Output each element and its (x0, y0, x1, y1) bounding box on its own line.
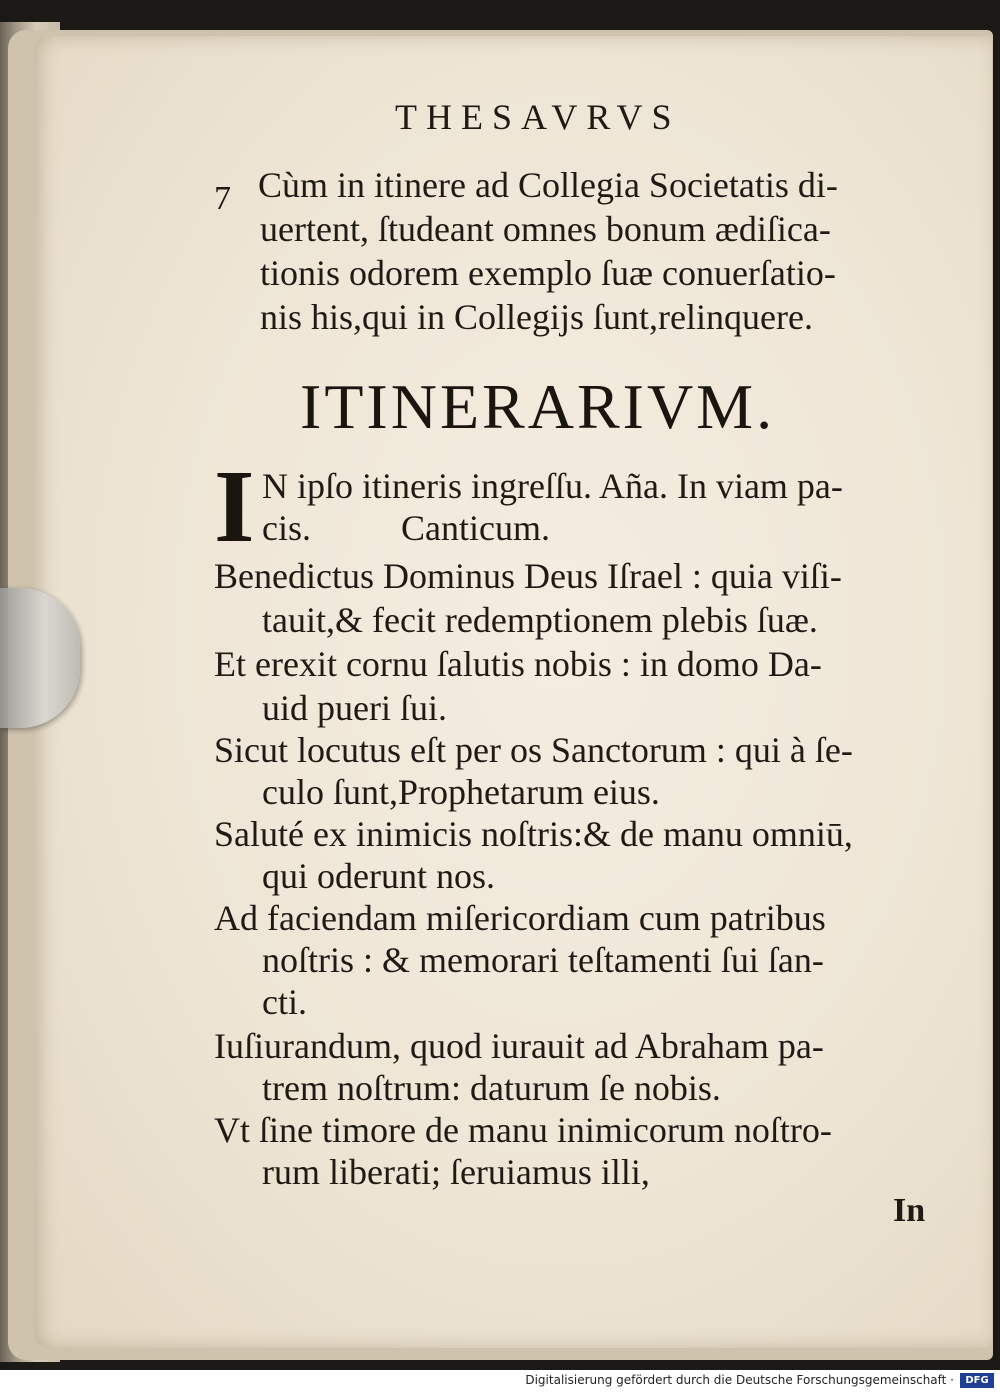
text-line: culo ſunt,Prophetarum eius. (262, 772, 660, 812)
section-number: 7 (214, 180, 231, 217)
text-line: uertent, ſtudeant omnes bonum ædiſica- (260, 209, 831, 249)
text-line: trem noſtrum: daturum ſe nobis. (262, 1068, 721, 1108)
text-line: Saluté ex inimicis noſtris:& de manu omniū, (214, 814, 853, 854)
section-heading: ITINERARIVM. (300, 371, 776, 442)
text-line: Cùm in itinere ad Collegia Societatis di- (258, 165, 838, 205)
text-line: nis his,qui in Collegijs ſunt,relinquere. (260, 297, 813, 337)
text-line: tauit,& fecit redemptionem plebis ſuæ. (262, 600, 818, 640)
dfg-logo: DFG (960, 1373, 994, 1388)
funding-credit: Digitalisierung gefördert durch die Deutsche Forschungsgemeinschaft · (525, 1373, 954, 1387)
text-line: qui oderunt nos. (262, 856, 495, 896)
text-line: Vt ſine timore de manu inimicorum noſtro- (214, 1110, 832, 1150)
text-line: Iuſiurandum, quod iurauit ad Abraham pa- (214, 1026, 824, 1066)
text-line: cis. Canticum. (262, 508, 550, 548)
text-line: Et erexit cornu ſalutis nobis : in domo Da- (214, 644, 822, 684)
catchword: In (893, 1192, 926, 1229)
digitization-footer (0, 1370, 1000, 1392)
text-line: tionis odorem exemplo ſuæ conuerſatio- (260, 253, 836, 293)
text-line: cti. (262, 982, 307, 1022)
text-line: noſtris : & memorari teſtamenti ſui ſan- (262, 940, 824, 980)
drop-initial: I (214, 449, 255, 564)
text-line: uid pueri ſui. (262, 688, 447, 728)
text-line: Benedictus Dominus Deus Iſrael : quia viſi- (214, 556, 842, 596)
running-head: THESAVRVS (395, 97, 681, 137)
text-line: Sicut locutus eſt per os Sanctorum : qui à ſe- (214, 730, 853, 770)
text-line: N ipſo itineris ingreſſu. Aña. In viam pa- (262, 466, 843, 506)
text-line: Ad faciendam miſericordiam cum patribus (214, 898, 826, 938)
text-line: rum liberati; ſeruiamus illi, (262, 1152, 650, 1192)
